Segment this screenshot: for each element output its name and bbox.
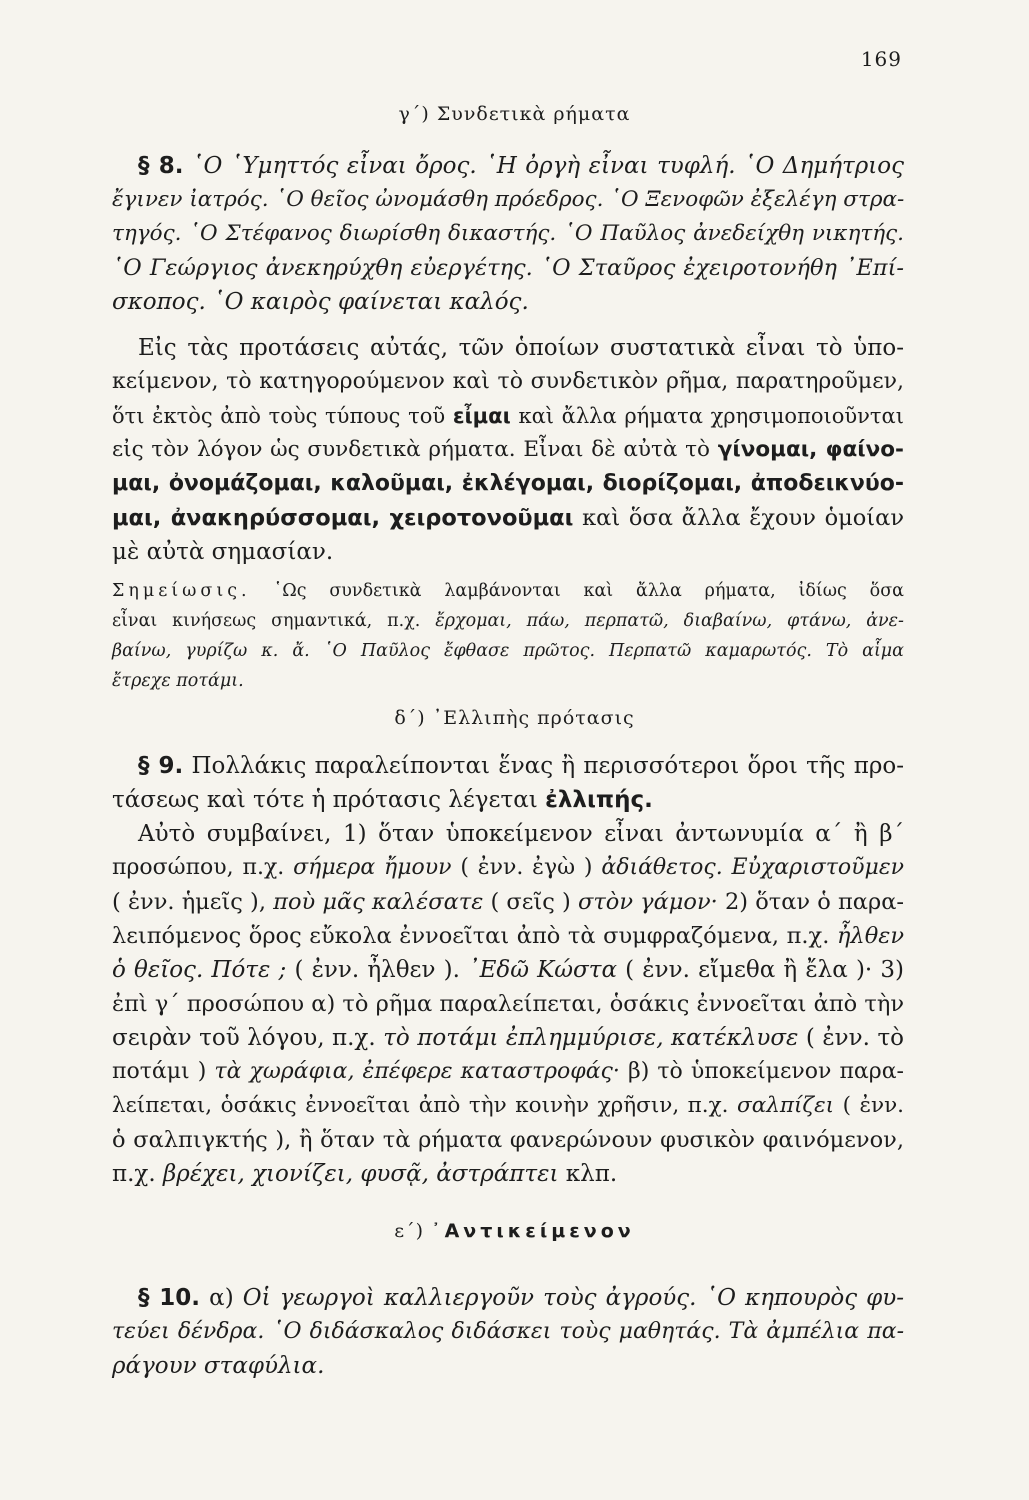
text-line: προσώπου, π.χ. σήμερα ἤμουν ( ἐνν. ἐγὼ ) ἀδιάθετος. Εὐχαριστοῦμεν	[112, 855, 905, 880]
text-line: λειπόμενος ὅρος εὔκολα ἐννοεῖται ἀπὸ τὰ συμφραζόμενα, π.χ. ἦλθεν	[112, 923, 904, 949]
paragraph-8-examples	[112, 149, 904, 319]
text-line: ράγουν σταφύλια.	[112, 1353, 325, 1379]
text-line: μαι, ἀνακηρύσσομαι, χειροτονοῦμαι καὶ ὅσα ἄλλα ἔχουν ὁμοίαν	[112, 505, 904, 531]
text-line: κείμενον, τὸ κατηγορούμενον καὶ τὸ συνδετικὸν ρῆμα, παρατηροῦμεν,	[112, 369, 904, 394]
text-line: π.χ. βρέχει, χιονίζει, φυσᾷ, ἀστράπτει κλπ.	[112, 1161, 618, 1187]
text-line: ὁ θεῖος. Πότε ; ( ἐνν. ἦλθεν ). ᾿Εδῶ Κώστα ( ἐνν. εἴμεθα ἢ ἔλα )· 3)	[112, 957, 904, 983]
text-line: ὅτι ἐκτὸς ἀπὸ τοὺς τύπους τοῦ εἶμαι καὶ ἄλλα ρήματα χρησιμοποιοῦνται	[112, 404, 904, 428]
paragraph-9	[112, 749, 904, 1191]
text-line: ῾Ο Γεώργιος ἀνεκηρύχθη εὐεργέτης. ῾Ο Σταῦρος ἐχειροτονήθη ᾿Επί-	[112, 255, 904, 281]
text-line: ἐπὶ γ΄ προσώπου α) τὸ ρῆμα παραλείπεται, ὁσάκις ἐννοεῖται ἀπὸ τὴν	[112, 991, 904, 1017]
text-line: εἶναι κινήσεως σημαντικά, π.χ. ἔρχομαι, πάω, περπατῶ, διαβαίνω, φτάνω, ἀνε-	[112, 611, 904, 631]
note-block	[112, 576, 904, 696]
text-line: σειρὰν τοῦ λόγου, π.χ. τὸ ποτάμι ἐπλημμύρισε, κατέκλυσε ( ἐνν. τὸ	[112, 1025, 905, 1051]
page-number: 169	[860, 47, 902, 71]
text-line: τάσεως καὶ τότε ἡ πρότασις λέγεται ἐλλιπής.	[112, 787, 653, 813]
heading-connective-verbs: γ΄) Συνδετικὰ ρήματα	[398, 103, 631, 125]
text-line: λείπεται, ὁσάκις ἐννοεῖται ἀπὸ τὴν κοινὴν χρῆσιν, π.χ. σαλπίζει ( ἐνν.	[112, 1093, 904, 1118]
section-mark: § 10.	[138, 1285, 201, 1311]
text-line: σκοπος. ῾Ο καιρὸς φαίνεται καλός.	[112, 289, 529, 315]
heading-elliptical-sentence: δ΄) ᾿Ελλιπὴς πρότασις	[394, 707, 635, 729]
text-line: § 9. Πολλάκις παραλείπονται ἕνας ἢ περισσότεροι ὅροι τῆς προ-	[138, 753, 904, 779]
text-line: ὁ σαλπιγκτής ), ἢ ὅταν τὰ ρήματα φανερώνουν φυσικὸν φαινόμενον,	[112, 1127, 904, 1153]
paragraph-10	[112, 1281, 904, 1383]
heading-object: ε΄) ᾿Αντικείμενον	[394, 1220, 635, 1242]
section-mark: § 8.	[138, 153, 184, 179]
text-line: ποτάμι ) τὰ χωράφια, ἐπέφερε καταστροφάς· β) τὸ ὑποκείμενον παρα-	[112, 1059, 904, 1084]
text-line: Σημείωσις. ῾Ως συνδετικὰ λαμβάνονται καὶ ἄλλα ρήματα, ἰδίως ὅσα	[112, 581, 904, 601]
text-line: βαίνω, γυρίζω κ. ἄ. ῾Ο Παῦλος ἔφθασε πρῶτος. Περπατῶ καμαρωτός. Τὸ αἷμα	[112, 641, 904, 661]
text-line: § 8. ῾Ο ῾Υμηττός εἶναι ὄρος. ῾Η ὀργὴ εἶναι τυφλή. ῾Ο Δημήτριος	[138, 153, 905, 179]
paragraph-8-explanation	[112, 331, 904, 569]
section-mark: § 9.	[138, 753, 184, 779]
text-line: ἔγινεν ἰατρός. ῾Ο θεῖος ὠνομάσθη πρόεδρος. ῾Ο Ξενοφῶν ἐξελέγη στρα-	[112, 187, 905, 212]
text-line: τηγός. ῾Ο Στέφανος διωρίσθη δικαστής. ῾Ο Παῦλος ἀνεδείχθη νικητής.	[112, 221, 904, 246]
text-line: μαι, ὀνομάζομαι, καλοῦμαι, ἐκλέγομαι, διορίζομαι, ἀποδεικνύο-	[112, 471, 904, 496]
text-line: Αὐτὸ συμβαίνει, 1) ὅταν ὑποκείμενον εἶναι ἀντωνυμία α΄ ἢ β΄	[138, 821, 904, 847]
text-line: μὲ αὐτὰ σημασίαν.	[112, 539, 334, 565]
text-line: τεύει δένδρα. ῾Ο διδάσκαλος διδάσκει τοὺς μαθητάς. Τὰ ἀμπέλια πα-	[112, 1319, 904, 1344]
note-label: Σημείωσις.	[112, 581, 251, 601]
text-line: Εἰς τὰς προτάσεις αὐτάς, τῶν ὁποίων συστατικὰ εἶναι τὸ ὑπο-	[138, 335, 904, 361]
text-line: § 10. α) Οἱ γεωργοὶ καλλιεργοῦν τοὺς ἀγρούς. ῾Ο κηπουρὸς φυ-	[138, 1285, 905, 1311]
text-line: ἔτρεχε ποτάμι.	[112, 671, 244, 691]
text-line: ( ἐνν. ἡμεῖς ), ποὺ μᾶς καλέσατε ( σεῖς ) στὸν γάμον· 2) ὅταν ὁ παρα-	[112, 889, 904, 915]
text-line: εἰς τὸν λόγον ὡς συνδετικὰ ρήματα. Εἶναι δὲ αὐτὰ τὸ γίνομαι, φαίνο-	[112, 437, 904, 462]
